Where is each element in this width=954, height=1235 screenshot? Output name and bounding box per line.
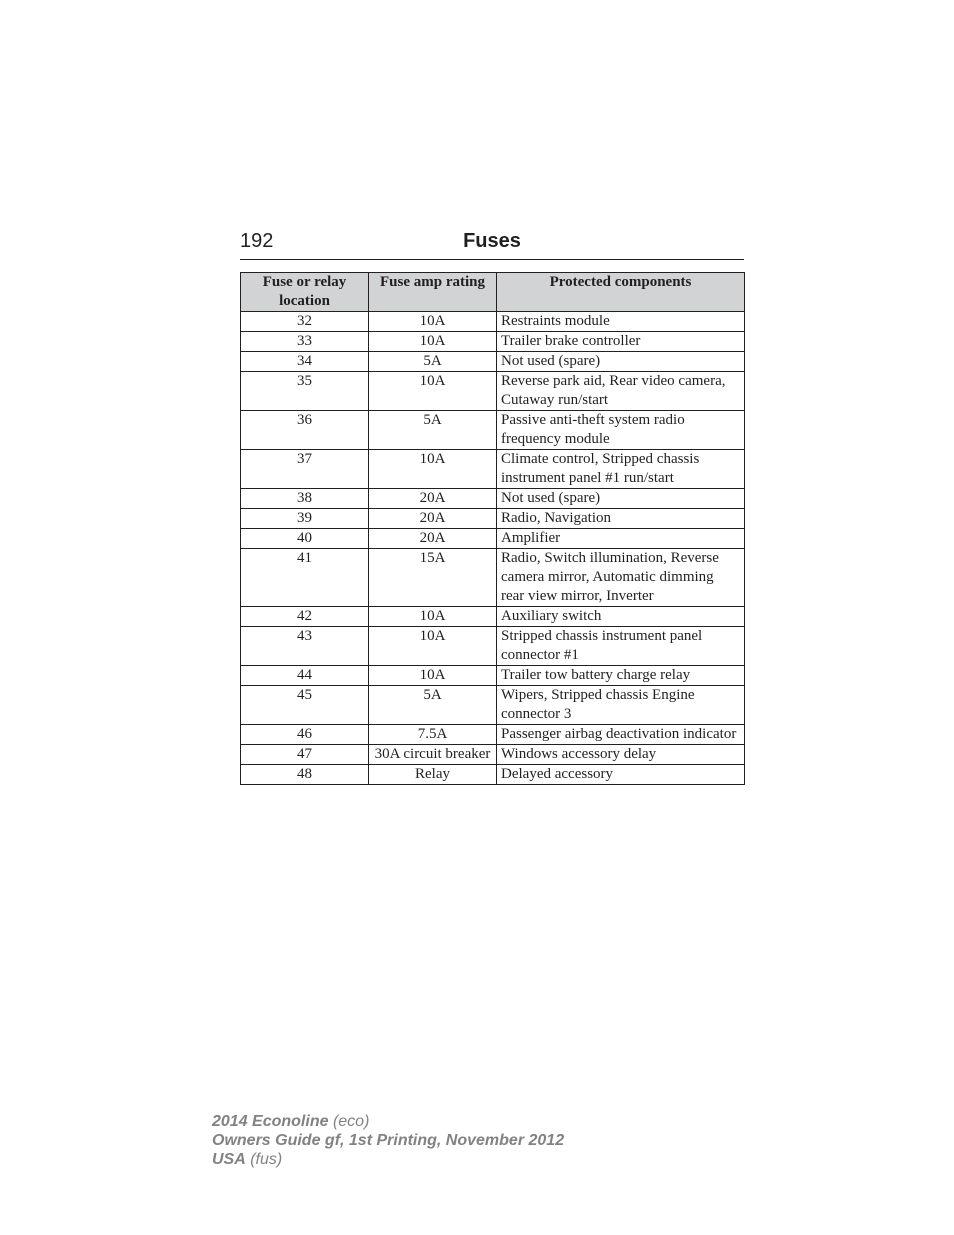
footer-market: USA [212,1151,246,1168]
document-footer [212,1112,564,1169]
cell-components: Windows accessory delay [497,745,745,765]
table-row [241,352,745,372]
cell-components: Wipers, Stripped chassis Engine connector 3 [497,686,745,725]
table-row [241,529,745,549]
cell-components: Trailer brake controller [497,332,745,352]
cell-rating: 10A [369,372,497,411]
cell-components: Trailer tow battery charge relay [497,666,745,686]
cell-components: Stripped chassis instrument panel connector #1 [497,627,745,666]
cell-rating: Relay [369,765,497,785]
table-row [241,627,745,666]
cell-location: 46 [241,725,369,745]
cell-components: Radio, Navigation [497,509,745,529]
cell-components: Reverse park aid, Rear video camera, Cutaway run/start [497,372,745,411]
cell-location: 38 [241,489,369,509]
cell-location: 32 [241,312,369,332]
cell-location: 39 [241,509,369,529]
cell-rating: 10A [369,450,497,489]
table-row [241,549,745,607]
column-header-components: Protected components [497,273,745,312]
table-row [241,745,745,765]
cell-rating: 20A [369,529,497,549]
table-row [241,686,745,725]
table-row [241,332,745,352]
cell-location: 34 [241,352,369,372]
header-divider [240,259,744,260]
cell-location: 47 [241,745,369,765]
table-row [241,450,745,489]
fuse-table [240,272,745,785]
cell-rating: 10A [369,332,497,352]
cell-rating: 10A [369,666,497,686]
cell-components: Passenger airbag deactivation indicator [497,725,745,745]
page-header [240,229,744,258]
cell-rating: 10A [369,607,497,627]
cell-location: 35 [241,372,369,411]
cell-location: 40 [241,529,369,549]
cell-components: Climate control, Stripped chassis instrument panel #1 run/start [497,450,745,489]
table-row [241,607,745,627]
cell-components: Passive anti-theft system radio frequency module [497,411,745,450]
cell-location: 42 [241,607,369,627]
table-row [241,666,745,686]
cell-rating: 30A circuit breaker [369,745,497,765]
table-row [241,765,745,785]
table-row [241,489,745,509]
column-header-rating: Fuse amp rating [369,273,497,312]
cell-location: 36 [241,411,369,450]
cell-rating: 10A [369,627,497,666]
cell-components: Not used (spare) [497,352,745,372]
cell-components: Not used (spare) [497,489,745,509]
cell-location: 37 [241,450,369,489]
footer-section-code: (fus) [245,1151,283,1168]
cell-rating: 5A [369,686,497,725]
cell-location: 43 [241,627,369,666]
table-row [241,372,745,411]
cell-location: 44 [241,666,369,686]
table-row [241,725,745,745]
cell-components: Restraints module [497,312,745,332]
column-header-location: Fuse or relay location [241,273,369,312]
cell-rating: 10A [369,312,497,332]
table-header-row [241,273,745,312]
cell-rating: 7.5A [369,725,497,745]
table-body [241,312,745,785]
cell-components: Delayed accessory [497,765,745,785]
cell-location: 41 [241,549,369,607]
cell-components: Auxiliary switch [497,607,745,627]
footer-line-1 [212,1112,564,1131]
cell-components: Radio, Switch illumination, Reverse camera mirror, Automatic dimming rear view mirror, Inverter [497,549,745,607]
cell-rating: 5A [369,352,497,372]
cell-components: Amplifier [497,529,745,549]
table-row [241,509,745,529]
table-row [241,312,745,332]
footer-model-code: (eco) [328,1113,370,1130]
cell-rating: 5A [369,411,497,450]
cell-rating: 15A [369,549,497,607]
cell-rating: 20A [369,509,497,529]
cell-rating: 20A [369,489,497,509]
cell-location: 33 [241,332,369,352]
cell-location: 48 [241,765,369,785]
page-number: 192 [240,230,274,252]
footer-line-2 [212,1131,564,1150]
cell-location: 45 [241,686,369,725]
footer-edition: Owners Guide gf, 1st Printing, November 2012 [212,1132,565,1149]
footer-line-3 [212,1150,564,1169]
page-title: Fuses [463,230,521,252]
table-row [241,411,745,450]
footer-model: 2014 Econoline [212,1113,329,1130]
